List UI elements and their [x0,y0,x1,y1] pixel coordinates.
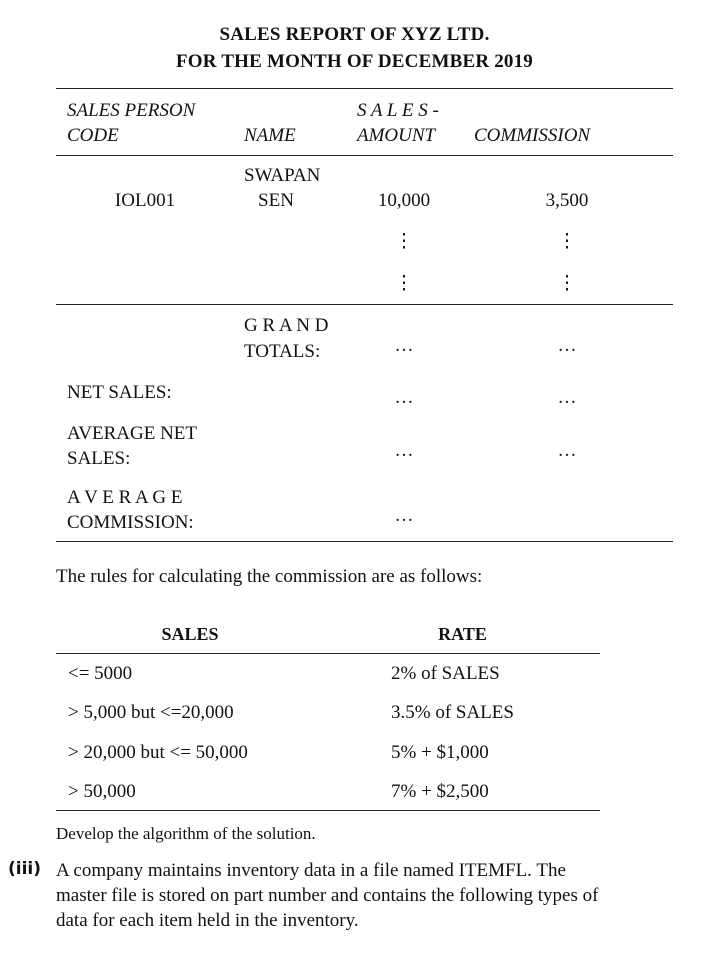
header-code-line2: CODE [67,125,119,146]
row-commission: 3,500 [545,190,589,211]
net-sales-amount: … [394,387,414,408]
vdots-amount-1: ⋮ [394,231,414,252]
vdots-commission-2: ⋮ [557,273,577,294]
part-text-line3: data for each item held in the inventory. [56,910,359,931]
rules-row-rate: 5% + $1,000 [391,742,489,763]
header-name: NAME [244,125,296,146]
rules-row-sales: > 50,000 [68,781,136,802]
row-name-line1: SWAPAN [244,165,321,186]
part-label: (iii) [8,859,42,879]
rules-bottom-rule [56,810,600,811]
avg-net-sales-commission: … [557,440,577,461]
report-title: SALES REPORT OF XYZ LTD. [219,24,490,45]
avg-net-sales-line2: SALES: [67,448,131,469]
header-rule [56,155,673,156]
avg-commission-amount: … [394,505,414,526]
net-sales-label: NET SALES: [67,382,172,403]
rules-header-sales: SALES [161,624,219,644]
grand-totals-line2: TOTALS: [244,341,321,362]
table-bottom-rule [56,541,673,542]
part-text-line1: A company maintains inventory data in a file named ITEMFL. The [56,860,566,881]
vdots-commission-1: ⋮ [557,231,577,252]
rules-row-rate: 2% of SALES [391,663,500,684]
part-text-line2: master file is stored on part number and contains the following types of [56,885,599,906]
rules-row-rate: 7% + $2,500 [391,781,489,802]
rules-row-sales: > 5,000 but <=20,000 [68,702,234,723]
grand-total-amount: … [394,335,414,356]
net-sales-commission: … [557,387,577,408]
vdots-amount-2: ⋮ [394,273,414,294]
row-amount: 10,000 [377,190,431,211]
header-amount-line1: S A L E S - [357,100,439,121]
row-code: IOL001 [114,190,176,211]
grand-totals-line1: G R A N D [244,315,329,336]
grand-total-commission: … [557,335,577,356]
rules-header-rate: RATE [438,624,487,644]
header-commission: COMMISSION [474,125,591,146]
rules-header-rule [56,653,600,654]
rules-row-sales: > 20,000 but <= 50,000 [68,742,248,763]
totals-rule [56,304,673,305]
rules-row-sales: <= 5000 [68,663,133,684]
avg-net-sales-amount: … [394,440,414,461]
avg-commission-line2: COMMISSION: [67,512,194,533]
header-code-line1: SALES PERSON [67,100,196,121]
header-amount-line2: AMOUNT [357,125,436,146]
report-subtitle: FOR THE MONTH OF DECEMBER 2019 [176,51,533,72]
rules-row-rate: 3.5% of SALES [391,702,514,723]
avg-net-sales-line1: AVERAGE NET [67,423,198,444]
develop-instruction: Develop the algorithm of the solution. [56,824,316,843]
avg-commission-line1: A V E R A G E [67,487,183,508]
rules-intro: The rules for calculating the commission are as follows: [56,566,483,587]
table-top-rule [56,88,673,89]
row-name-line2: SEN [258,190,294,211]
